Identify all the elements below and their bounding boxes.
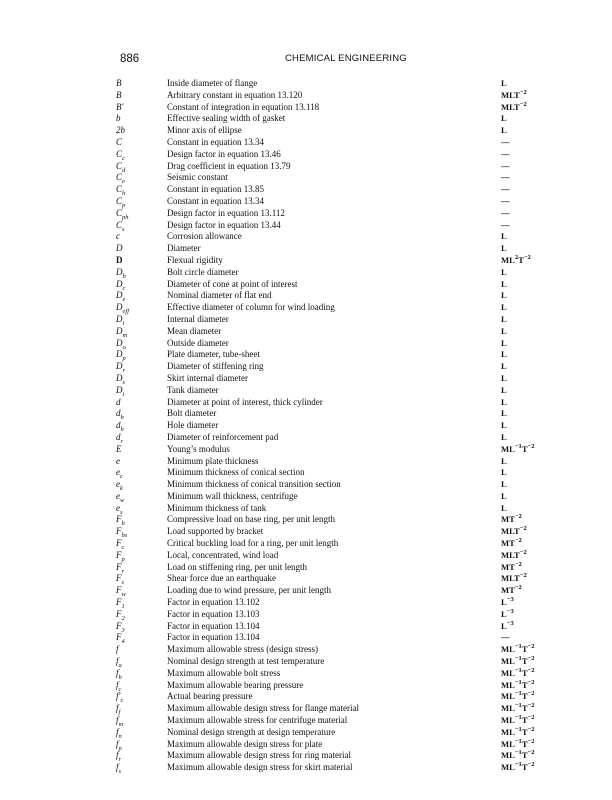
symbol-description: Maximum allowable stress (design stress) bbox=[167, 644, 318, 655]
symbol-dimensions: $MLT^{-2}$ bbox=[501, 549, 527, 560]
symbol: $f_r$ bbox=[116, 750, 122, 764]
symbol-description: Diameter of reinforcement pad bbox=[167, 431, 279, 442]
symbol-description: Design factor in equation 13.46 bbox=[167, 148, 281, 159]
symbol: $e_c$ bbox=[116, 467, 123, 481]
symbol-row bbox=[116, 737, 535, 752]
symbol-dimensions: $ML^{-1}T^{-2}$ bbox=[501, 761, 535, 773]
page-header bbox=[120, 53, 508, 69]
symbol-dimensions: L bbox=[501, 113, 507, 124]
symbol-dimensions: $ML^{-1}T^{-2}$ bbox=[501, 702, 535, 714]
symbol-description: Nominal design strength at test temperature bbox=[167, 656, 325, 667]
symbol: b bbox=[116, 113, 121, 124]
symbol-row bbox=[116, 231, 516, 243]
symbol-row bbox=[116, 479, 516, 491]
symbol-dimensions: L bbox=[501, 266, 507, 277]
symbol: $f_m$ bbox=[116, 715, 124, 728]
symbol-dimensions: $ML^{-1}T^{-2}$ bbox=[501, 725, 535, 737]
symbol-description: Nominal design strength at design temperature bbox=[167, 726, 336, 737]
symbol-dimensions: L bbox=[501, 313, 507, 324]
symbol-dimensions: $ML^{-1}T^{-2}$ bbox=[501, 666, 535, 678]
symbol-description: Inside diameter of flange bbox=[167, 78, 258, 88]
symbol-row bbox=[116, 572, 527, 587]
symbol-row bbox=[116, 302, 516, 314]
symbol-description: Factor in equation 13.102 bbox=[167, 597, 260, 608]
symbol-row bbox=[116, 690, 535, 705]
symbol-description: Maximum allowable design stress for flange material bbox=[167, 703, 359, 714]
symbol-row bbox=[116, 267, 516, 279]
symbol: $d_r$ bbox=[116, 431, 124, 445]
symbol: $f'_c$ bbox=[116, 691, 124, 705]
symbol-description: Loading due to wind pressure, per unit length bbox=[167, 585, 331, 596]
symbol: $d_b$ bbox=[116, 408, 124, 422]
symbol: $d_h$ bbox=[116, 420, 124, 433]
symbol-dimensions: — bbox=[501, 172, 510, 183]
symbol-description: Constant in equation 13.34 bbox=[167, 195, 264, 206]
symbol-description: Maximum allowable bearing pressure bbox=[167, 679, 304, 690]
symbol-row bbox=[116, 655, 535, 669]
symbol-description: Maximum allowable design stress for ring material bbox=[167, 750, 351, 761]
symbol-row bbox=[116, 161, 516, 173]
symbol: $D_o$ bbox=[116, 337, 126, 351]
symbol: $D_i$ bbox=[116, 313, 125, 327]
symbol-row bbox=[116, 184, 516, 196]
symbol-row bbox=[116, 467, 516, 479]
symbol: $F_2$ bbox=[116, 608, 125, 622]
symbol-row bbox=[116, 621, 516, 633]
symbol-dimensions: — bbox=[501, 207, 510, 218]
symbol-dimensions: $MLT^{-2}$ bbox=[501, 100, 527, 112]
symbol: $e_w$ bbox=[116, 490, 125, 504]
symbol: $D_{eff}$ bbox=[116, 302, 129, 315]
symbol-row bbox=[116, 456, 516, 468]
symbol-description: Constant in equation 13.85 bbox=[167, 184, 264, 195]
symbol-dimensions: L bbox=[501, 372, 507, 383]
symbol-row bbox=[116, 560, 522, 575]
symbol-dimensions: L bbox=[501, 467, 507, 478]
symbol-description: Bolt diameter bbox=[167, 408, 217, 419]
symbol-dimensions: L bbox=[501, 78, 507, 88]
symbol: $F_{bs}$ bbox=[116, 526, 128, 540]
symbol-row bbox=[116, 643, 535, 656]
symbol-row bbox=[116, 254, 531, 267]
symbol-dimensions: $MLT^{-2}$ bbox=[501, 525, 527, 537]
symbol-row bbox=[116, 513, 522, 528]
symbol-description: Constant in equation 13.34 bbox=[167, 136, 264, 147]
symbol-dimensions: $ML^{-1}T^{-2}$ bbox=[501, 643, 535, 655]
symbol-row bbox=[116, 125, 516, 137]
symbol-dimensions: $MT^{-2}$ bbox=[501, 537, 522, 549]
symbol-row bbox=[116, 172, 516, 184]
symbol-row bbox=[116, 314, 516, 326]
symbol-dimensions: $ML^{-1}T^{-2}$ bbox=[501, 714, 535, 726]
symbol-description: Seismic constant bbox=[167, 172, 228, 183]
symbol-row bbox=[116, 208, 516, 220]
symbol: $C_d$ bbox=[116, 160, 126, 174]
symbol: $f_s$ bbox=[116, 762, 122, 776]
symbol-dimensions: L bbox=[501, 302, 507, 313]
symbol-description: Effective diameter of column for wind loading bbox=[167, 302, 335, 313]
symbol: $D_b$ bbox=[116, 266, 126, 280]
symbol-dimensions: $L^{-3}$ bbox=[501, 596, 514, 608]
symbol-row bbox=[116, 491, 516, 503]
symbol-dimensions: — bbox=[501, 632, 510, 643]
symbol: $D_t$ bbox=[116, 384, 125, 398]
symbol: $f_p$ bbox=[116, 738, 122, 752]
symbol-dimensions: $ML^2T^{-2}$ bbox=[501, 254, 531, 265]
symbol-row bbox=[116, 196, 516, 208]
symbol-row bbox=[116, 113, 516, 125]
symbol-dimensions: $ML^{-1}T^{-2}$ bbox=[501, 655, 535, 667]
symbol-description: Local, concentrated, wind load bbox=[167, 549, 279, 560]
symbol: $D_m$ bbox=[116, 325, 128, 339]
symbol-row bbox=[116, 503, 516, 515]
symbol-description: Actual bearing pressure bbox=[167, 691, 253, 702]
symbol-row bbox=[116, 609, 516, 621]
symbol-dimensions: — bbox=[501, 148, 510, 159]
symbol: $f_b$ bbox=[116, 667, 122, 681]
symbol: $f_n$ bbox=[116, 726, 122, 740]
symbol: $C_s$ bbox=[116, 219, 125, 233]
symbol-dimensions: L bbox=[501, 490, 507, 501]
symbol: D bbox=[116, 254, 123, 265]
symbol-dimensions: L bbox=[501, 231, 507, 242]
symbol-dimensions: L bbox=[501, 420, 507, 431]
symbol-dimensions: $MT^{-2}$ bbox=[501, 513, 522, 525]
symbol-description: Maximum allowable design stress for skirt material bbox=[167, 762, 353, 773]
symbol-description: Effective sealing width of gasket bbox=[167, 113, 286, 124]
symbol: $D_e$ bbox=[116, 290, 126, 304]
symbol-description: Maximum allowable bolt stress bbox=[167, 667, 281, 678]
symbol: $C_e$ bbox=[116, 172, 125, 186]
symbol-description: Skirt internal diameter bbox=[167, 372, 248, 383]
symbol-dimensions: $ML^{-1}T^{-2}$ bbox=[501, 737, 535, 749]
symbol-dimensions: $MT^{-2}$ bbox=[501, 560, 522, 572]
symbol: $f_f$ bbox=[116, 703, 121, 717]
symbol: B′ bbox=[116, 101, 124, 112]
symbol: e bbox=[116, 455, 120, 466]
symbol-row bbox=[116, 666, 535, 681]
symbol: $D_r$ bbox=[116, 361, 126, 374]
symbol-dimensions: L bbox=[501, 479, 507, 490]
symbol-description: Arbitrary constant in equation 13.120 bbox=[167, 89, 303, 100]
symbol-dimensions: $ML^{-1}T^{-2}$ bbox=[501, 690, 535, 702]
symbol: $F_b$ bbox=[116, 514, 125, 528]
symbol-description: Tank diameter bbox=[167, 384, 219, 395]
symbol: B bbox=[116, 89, 122, 100]
symbol: d bbox=[116, 396, 121, 407]
symbol-description: Nominal diameter of flat end bbox=[167, 290, 272, 301]
symbol: C bbox=[116, 136, 123, 147]
symbol: D bbox=[116, 243, 123, 254]
symbol-description: Factor in equation 13.104 bbox=[167, 632, 260, 643]
symbol: $e_k$ bbox=[116, 479, 123, 492]
symbol: $F_4$ bbox=[116, 632, 125, 646]
symbol-description: Flexual rigidity bbox=[167, 254, 223, 265]
symbol: $D_s$ bbox=[116, 372, 126, 386]
symbol-row bbox=[116, 549, 527, 563]
symbol-description: Minimum thickness of conical transition section bbox=[167, 479, 341, 490]
symbol-description: Design factor in equation 13.112 bbox=[167, 207, 285, 218]
symbol-row bbox=[116, 385, 516, 397]
symbol-row bbox=[116, 373, 516, 385]
symbol-dimensions: L bbox=[501, 278, 507, 289]
symbol-row bbox=[116, 420, 516, 432]
symbol-dimensions: L bbox=[501, 396, 507, 407]
symbol-dimensions: L bbox=[501, 408, 507, 419]
symbol-dimensions: L bbox=[501, 337, 507, 348]
symbol-row bbox=[116, 349, 516, 361]
symbol-dimensions: $MLT^{-2}$ bbox=[501, 88, 527, 100]
symbol-dimensions: $MLT^{-2}$ bbox=[501, 572, 527, 584]
symbol-row bbox=[116, 326, 516, 338]
symbol-description: Compressive load on base ring, per unit length bbox=[167, 514, 335, 525]
symbol-dimensions: — bbox=[501, 219, 510, 230]
symbol-row bbox=[116, 725, 535, 740]
symbol-description: Diameter of stiffening ring bbox=[167, 361, 264, 372]
symbol-description: Load on stiffening ring, per unit length bbox=[167, 561, 308, 572]
symbol-description: Minimum plate thickness bbox=[167, 455, 259, 466]
symbol-description: Mean diameter bbox=[167, 325, 222, 336]
symbol-description: Shear force due an earthquake bbox=[167, 573, 276, 584]
symbol-row bbox=[116, 584, 522, 599]
symbol-description: Plate diameter, tube-sheet bbox=[167, 349, 260, 360]
page-number: 886 bbox=[120, 53, 140, 65]
symbol-description: Factor in equation 13.104 bbox=[167, 620, 260, 631]
symbol-row bbox=[116, 279, 516, 291]
symbol-description: Minimum thickness of conical section bbox=[167, 467, 305, 478]
symbol-dimensions: — bbox=[501, 184, 510, 195]
symbol-row bbox=[116, 361, 516, 373]
symbol: $F_p$ bbox=[116, 549, 125, 563]
symbol: $D_c$ bbox=[116, 278, 126, 292]
symbol-dimensions: $ML^{-1}T^{-2}$ bbox=[501, 678, 535, 690]
symbol-description: Maximum allowable stress for centrifuge material bbox=[167, 715, 348, 726]
symbol-description: Corrosion allowance bbox=[167, 231, 242, 242]
symbol-description: Internal diameter bbox=[167, 313, 229, 324]
symbol-dimensions: $ML^{-1}T^{-2}$ bbox=[501, 749, 535, 761]
symbol: c bbox=[116, 231, 120, 242]
symbol-dimensions: L bbox=[501, 361, 507, 372]
symbol-description: Factor in equation 13.103 bbox=[167, 608, 260, 619]
symbol-description: Diameter at point of interest, thick cylinder bbox=[167, 396, 323, 407]
symbol-row bbox=[116, 243, 516, 255]
symbol-dimensions: L bbox=[501, 325, 507, 336]
running-head: CHEMICAL ENGINEERING bbox=[285, 53, 407, 64]
symbol-row bbox=[116, 702, 535, 717]
symbol-dimensions: — bbox=[501, 160, 510, 171]
symbol-description: Maximum allowable design stress for plate bbox=[167, 738, 323, 749]
symbol-description: Critical buckling load for a ring, per unit length bbox=[167, 538, 339, 549]
symbol-dimensions: L bbox=[501, 290, 507, 301]
symbol-dimensions: L bbox=[501, 431, 507, 442]
symbol-row bbox=[116, 442, 535, 456]
symbol-row bbox=[116, 100, 527, 114]
symbol-description: Design factor in equation 13.44 bbox=[167, 219, 281, 230]
symbol-dimensions: L bbox=[501, 125, 507, 136]
symbol: $f_c$ bbox=[116, 679, 122, 693]
symbol-dimensions: — bbox=[501, 136, 510, 147]
symbol-description: Outside diameter bbox=[167, 337, 229, 348]
symbol-row bbox=[116, 220, 516, 232]
symbol: $f_a$ bbox=[116, 656, 122, 669]
symbol-description: Constant of integration in equation 13.118 bbox=[167, 101, 320, 112]
symbol-row bbox=[116, 432, 516, 444]
symbol-row bbox=[116, 137, 516, 149]
symbol-row bbox=[116, 290, 516, 302]
symbol-dimensions: L bbox=[501, 502, 507, 513]
symbol-description: Hole diameter bbox=[167, 420, 219, 431]
symbol-dimensions: $L^{-3}$ bbox=[501, 608, 514, 619]
symbol-dimensions: L bbox=[501, 455, 507, 466]
symbol: f bbox=[116, 644, 119, 655]
symbol-row bbox=[116, 714, 535, 728]
symbol-description: Diameter of cone at point of interest bbox=[167, 278, 298, 289]
symbol: $C_p$ bbox=[116, 195, 126, 209]
symbol-row bbox=[116, 525, 527, 540]
symbol-row bbox=[116, 149, 516, 161]
symbol: $F_1$ bbox=[116, 597, 125, 610]
symbol-row bbox=[116, 632, 516, 644]
symbol: $D_p$ bbox=[116, 349, 126, 363]
symbol: $F_w$ bbox=[116, 585, 126, 599]
symbol-row bbox=[116, 338, 516, 350]
symbol: E bbox=[116, 443, 122, 454]
symbol-row bbox=[116, 761, 535, 776]
symbol-description: Minor axis of ellipse bbox=[167, 125, 242, 136]
symbol: $F_c$ bbox=[116, 538, 125, 551]
symbol: $F_3$ bbox=[116, 620, 125, 634]
symbol: $e_s$ bbox=[116, 502, 123, 516]
symbol-dimensions: $L^{-3}$ bbox=[501, 619, 514, 631]
symbol-row bbox=[116, 678, 535, 693]
symbol: $F_s$ bbox=[116, 573, 125, 587]
symbol-row bbox=[116, 397, 516, 409]
symbol: 2b bbox=[116, 125, 125, 136]
symbol-dimensions: L bbox=[501, 349, 507, 360]
symbol-dimensions: $MT^{-2}$ bbox=[501, 584, 522, 596]
nomenclature-list bbox=[116, 78, 535, 776]
symbol-dimensions: L bbox=[501, 243, 507, 254]
symbol-row bbox=[116, 408, 516, 420]
symbol: $C_h$ bbox=[116, 184, 126, 197]
symbol-description: Load supported by bracket bbox=[167, 526, 264, 537]
symbol-description: Diameter bbox=[167, 243, 201, 254]
symbol-row bbox=[116, 537, 522, 551]
symbol-row bbox=[116, 749, 535, 764]
symbol: $C_c$ bbox=[116, 148, 125, 162]
symbol-row bbox=[116, 88, 527, 102]
symbol-dimensions: $ML^{-1}T^{-2}$ bbox=[501, 442, 535, 454]
symbol-description: Young’s modulus bbox=[167, 443, 230, 454]
symbol-row bbox=[116, 597, 516, 609]
symbol-description: Minimum wall thickness, centrifuge bbox=[167, 490, 298, 501]
symbol-description: Bolt circle diameter bbox=[167, 266, 239, 277]
symbol: B bbox=[116, 78, 122, 88]
symbol-row bbox=[116, 78, 516, 90]
symbol-description: Drag coefficient in equation 13.79 bbox=[167, 160, 291, 171]
symbol: $F_r$ bbox=[116, 561, 125, 575]
symbol: $C_{ph}$ bbox=[116, 207, 129, 221]
symbol-description: Minimum thickness of tank bbox=[167, 502, 267, 513]
symbol-dimensions: L bbox=[501, 384, 507, 395]
symbol-dimensions: — bbox=[501, 195, 510, 206]
